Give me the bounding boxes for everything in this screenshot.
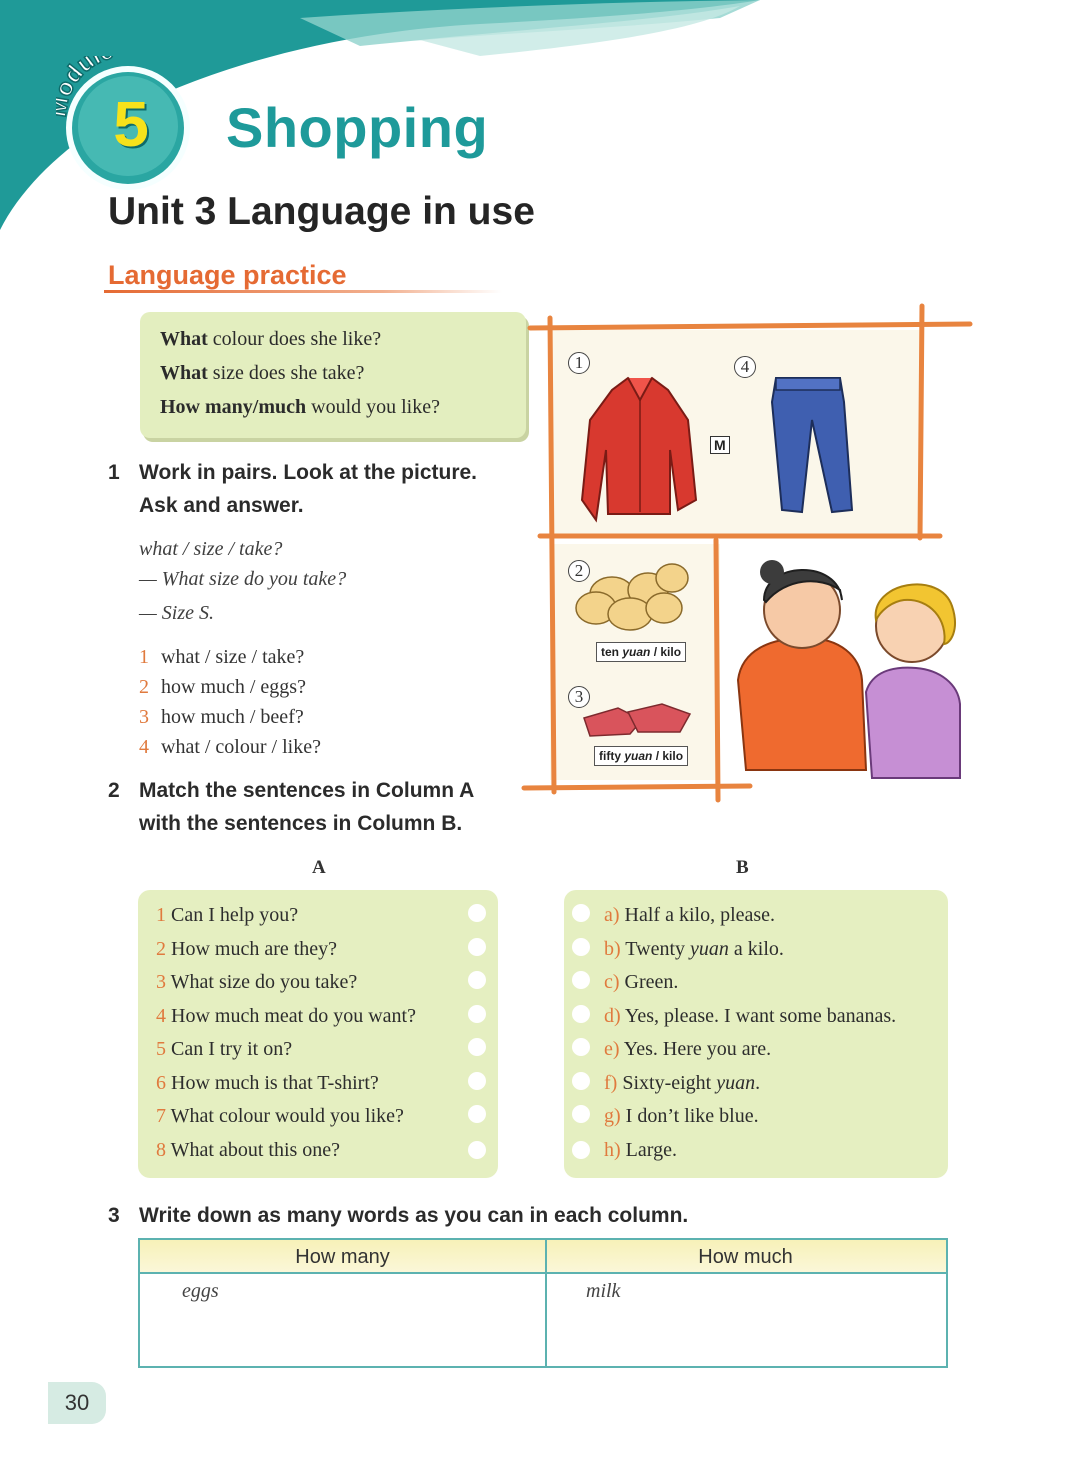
match-dot-b[interactable] — [572, 938, 590, 956]
column-a-box — [138, 890, 498, 1178]
grammar-line: How many/much would you like? — [160, 396, 440, 418]
column-a-item: 1 Can I help you? — [156, 904, 299, 926]
column-a-item: 4 How much meat do you want? — [156, 1005, 416, 1027]
model-line: — Size S. — [139, 602, 214, 624]
exercise-2-heading: 2 Match the sentences in Column A with the sentences in Column B. — [108, 774, 474, 840]
exercise-1-heading: 1 Work in pairs. Look at the picture. Ask and answer. — [108, 456, 477, 522]
model-line: what / size / take? — [139, 538, 283, 560]
column-b-item: e) Yes. Here you are. — [604, 1038, 772, 1060]
match-dot-a[interactable] — [468, 971, 486, 989]
prompt-item: 1 what / size / take? — [139, 646, 305, 668]
match-dot-b[interactable] — [572, 904, 590, 922]
eggs-price-label: ten yuan / kilo — [596, 642, 686, 662]
picture-number: 3 — [568, 686, 590, 708]
match-dot-b[interactable] — [572, 1072, 590, 1090]
column-b-item: f) Sixty-eight yuan. — [604, 1072, 761, 1094]
picture-number: 2 — [568, 560, 590, 582]
prompt-item: 2 how much / eggs? — [139, 676, 306, 698]
match-dot-a[interactable] — [468, 1072, 486, 1090]
prompt-item: 3 how much / beef? — [139, 706, 304, 728]
grammar-line: What colour does she like? — [160, 328, 382, 350]
picture-number: 1 — [568, 352, 590, 374]
match-dot-b[interactable] — [572, 1141, 590, 1159]
table-header-how-much: How much — [545, 1240, 946, 1274]
match-dot-b[interactable] — [572, 971, 590, 989]
match-dot-a[interactable] — [468, 938, 486, 956]
match-dot-a[interactable] — [468, 1038, 486, 1056]
unit-title: Unit 3 Language in use — [108, 190, 535, 233]
column-a-item: 6 How much is that T-shirt? — [156, 1072, 379, 1094]
match-dot-b[interactable] — [572, 1005, 590, 1023]
column-a-label: A — [312, 857, 326, 878]
beef-price-label: fifty yuan / kilo — [594, 746, 688, 766]
module-number: 5 — [113, 88, 149, 160]
column-a-item: 3 What size do you take? — [156, 971, 358, 993]
column-b-item: d) Yes, please. I want some bananas. — [604, 1005, 897, 1027]
match-dot-a[interactable] — [468, 1005, 486, 1023]
column-b-item: a) Half a kilo, please. — [604, 904, 776, 926]
shopping-illustration — [520, 300, 976, 812]
column-a-item: 2 How much are they? — [156, 938, 338, 960]
model-line: — What size do you take? — [139, 568, 347, 590]
column-b-box — [564, 890, 948, 1178]
table-header-how-many: How many — [140, 1240, 545, 1274]
column-b-item: c) Green. — [604, 971, 679, 993]
words-table — [138, 1238, 948, 1368]
prompt-item: 4 what / colour / like? — [139, 736, 321, 758]
girl-in-red-drawing — [738, 560, 866, 770]
girl-in-purple-drawing — [866, 584, 960, 778]
match-dot-a[interactable] — [468, 1105, 486, 1123]
match-dot-a[interactable] — [468, 1141, 486, 1159]
page-number: 30 — [48, 1382, 106, 1424]
section-underline — [104, 290, 502, 293]
match-dot-a[interactable] — [468, 904, 486, 922]
module-word: dul — [58, 56, 105, 89]
column-a-item: 5 Can I try it on? — [156, 1038, 293, 1060]
grammar-box — [140, 312, 526, 438]
column-a-item: 7 What colour would you like? — [156, 1105, 404, 1127]
picture-number: 4 — [734, 356, 756, 378]
column-b-item: b) Twenty yuan a kilo. — [604, 938, 784, 960]
module-title: Shopping — [226, 96, 489, 159]
table-example-how-much[interactable]: milk — [586, 1280, 621, 1302]
column-b-label: B — [736, 857, 749, 878]
exercise-number: 1 — [108, 461, 120, 484]
column-b-item: g) I don’t like blue. — [604, 1105, 759, 1127]
match-dot-b[interactable] — [572, 1105, 590, 1123]
size-tag: M — [710, 436, 730, 454]
exercise-number: 3 — [108, 1204, 120, 1227]
section-title: Language practice — [108, 260, 347, 290]
exercise-number: 2 — [108, 779, 120, 802]
column-b-item: h) Large. — [604, 1139, 677, 1161]
table-divider — [545, 1240, 547, 1366]
table-example-how-many[interactable]: eggs — [182, 1280, 219, 1302]
match-dot-b[interactable] — [572, 1038, 590, 1056]
column-a-item: 8 What about this one? — [156, 1139, 341, 1161]
grammar-line: What size does she take? — [160, 362, 365, 384]
exercise-3-heading: 3 Write down as many words as you can in each column. — [108, 1199, 688, 1232]
